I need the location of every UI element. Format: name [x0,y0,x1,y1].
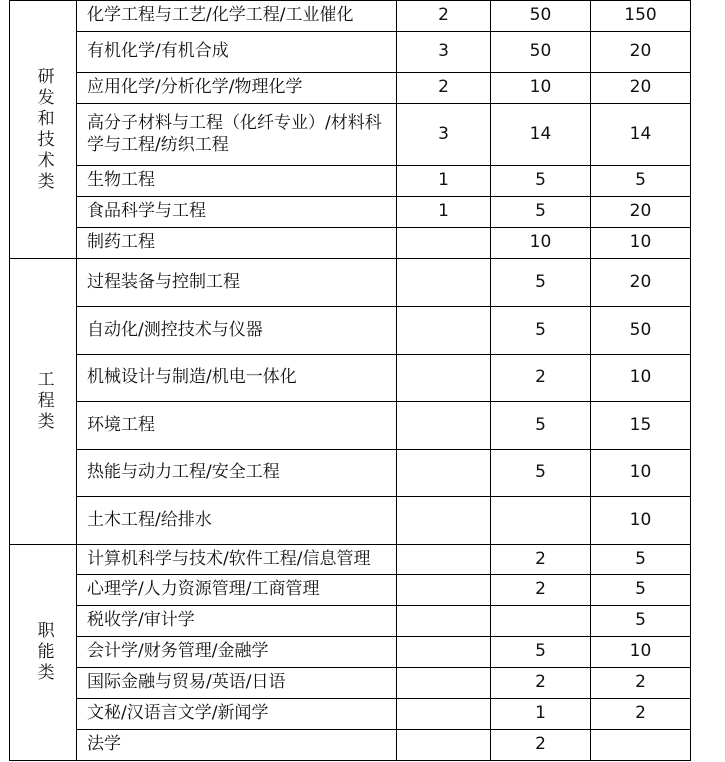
count-cell: 50 [491,32,591,73]
count-cell: 5 [491,307,591,355]
count-cell: 2 [491,355,591,402]
major-cell: 税收学/审计学 [77,606,397,637]
count-cell: 10 [491,228,591,259]
count-cell: 5 [591,606,691,637]
major-cell: 化学工程与工艺/化学工程/工业催化 [77,1,397,32]
table-row [10,497,691,545]
major-cell: 机械设计与制造/机电一体化 [77,355,397,402]
table-row [10,575,691,606]
major-cell: 热能与动力工程/安全工程 [77,450,397,497]
major-cell: 有机化学/有机合成 [77,32,397,73]
count-cell: 1 [491,699,591,730]
category-cell: 职能类 [10,545,77,761]
count-cell: 5 [591,545,691,575]
count-cell: 20 [591,32,691,73]
count-cell [397,699,491,730]
count-cell [397,637,491,668]
count-cell: 5 [491,259,591,307]
table-row [10,259,691,307]
major-cell: 制药工程 [77,228,397,259]
table-row [10,637,691,668]
major-cell: 计算机科学与技术/软件工程/信息管理 [77,545,397,575]
table-row [10,606,691,637]
major-cell: 高分子材料与工程（化纤专业）/材料科学与工程/纺织工程 [77,104,397,166]
major-cell: 过程装备与控制工程 [77,259,397,307]
recruitment-table-body [10,1,691,761]
table-row [10,228,691,259]
count-cell: 5 [491,637,591,668]
count-cell: 10 [591,450,691,497]
table-row [10,307,691,355]
table-row [10,32,691,73]
major-cell: 环境工程 [77,402,397,450]
major-cell: 土木工程/给排水 [77,497,397,545]
table-row [10,545,691,575]
count-cell: 2 [591,668,691,699]
count-cell: 1 [397,197,491,228]
count-cell [397,259,491,307]
count-cell: 3 [397,32,491,73]
count-cell [397,228,491,259]
count-cell [491,606,591,637]
count-cell: 5 [591,166,691,197]
major-cell: 食品科学与工程 [77,197,397,228]
major-cell: 心理学/人力资源管理/工商管理 [77,575,397,606]
count-cell [397,450,491,497]
count-cell [397,355,491,402]
table-row [10,730,691,761]
major-cell: 法学 [77,730,397,761]
table-row [10,1,691,32]
table-row [10,197,691,228]
count-cell: 10 [591,497,691,545]
count-cell: 14 [591,104,691,166]
count-cell: 3 [397,104,491,166]
count-cell: 10 [591,355,691,402]
count-cell: 150 [591,1,691,32]
count-cell: 20 [591,197,691,228]
count-cell [491,497,591,545]
table-row [10,355,691,402]
table-row [10,73,691,104]
table-row [10,402,691,450]
major-cell: 自动化/测控技术与仪器 [77,307,397,355]
count-cell: 50 [491,1,591,32]
major-cell: 文秘/汉语言文学/新闻学 [77,699,397,730]
count-cell [397,497,491,545]
count-cell: 1 [397,166,491,197]
count-cell: 2 [397,1,491,32]
count-cell: 5 [491,166,591,197]
count-cell: 15 [591,402,691,450]
count-cell: 5 [491,197,591,228]
count-cell [397,730,491,761]
major-cell: 生物工程 [77,166,397,197]
count-cell: 2 [397,73,491,104]
count-cell: 50 [591,307,691,355]
count-cell: 2 [491,730,591,761]
count-cell: 5 [491,402,591,450]
count-cell [397,545,491,575]
count-cell: 10 [491,73,591,104]
count-cell: 10 [591,637,691,668]
count-cell: 20 [591,73,691,104]
category-cell: 工程类 [10,259,77,545]
count-cell [397,402,491,450]
count-cell: 14 [491,104,591,166]
count-cell [397,575,491,606]
count-cell: 20 [591,259,691,307]
recruitment-table [9,0,691,761]
count-cell [397,606,491,637]
major-cell: 应用化学/分析化学/物理化学 [77,73,397,104]
major-cell: 会计学/财务管理/金融学 [77,637,397,668]
count-cell [397,307,491,355]
count-cell: 2 [591,699,691,730]
major-cell: 国际金融与贸易/英语/日语 [77,668,397,699]
table-row [10,668,691,699]
table-row [10,166,691,197]
count-cell: 5 [491,450,591,497]
category-cell: 研发和技术类 [10,1,77,259]
table-row [10,450,691,497]
count-cell: 5 [591,575,691,606]
table-row [10,699,691,730]
count-cell [591,730,691,761]
table-row [10,104,691,166]
count-cell [397,668,491,699]
count-cell: 2 [491,545,591,575]
count-cell: 2 [491,668,591,699]
count-cell: 2 [491,575,591,606]
count-cell: 10 [591,228,691,259]
